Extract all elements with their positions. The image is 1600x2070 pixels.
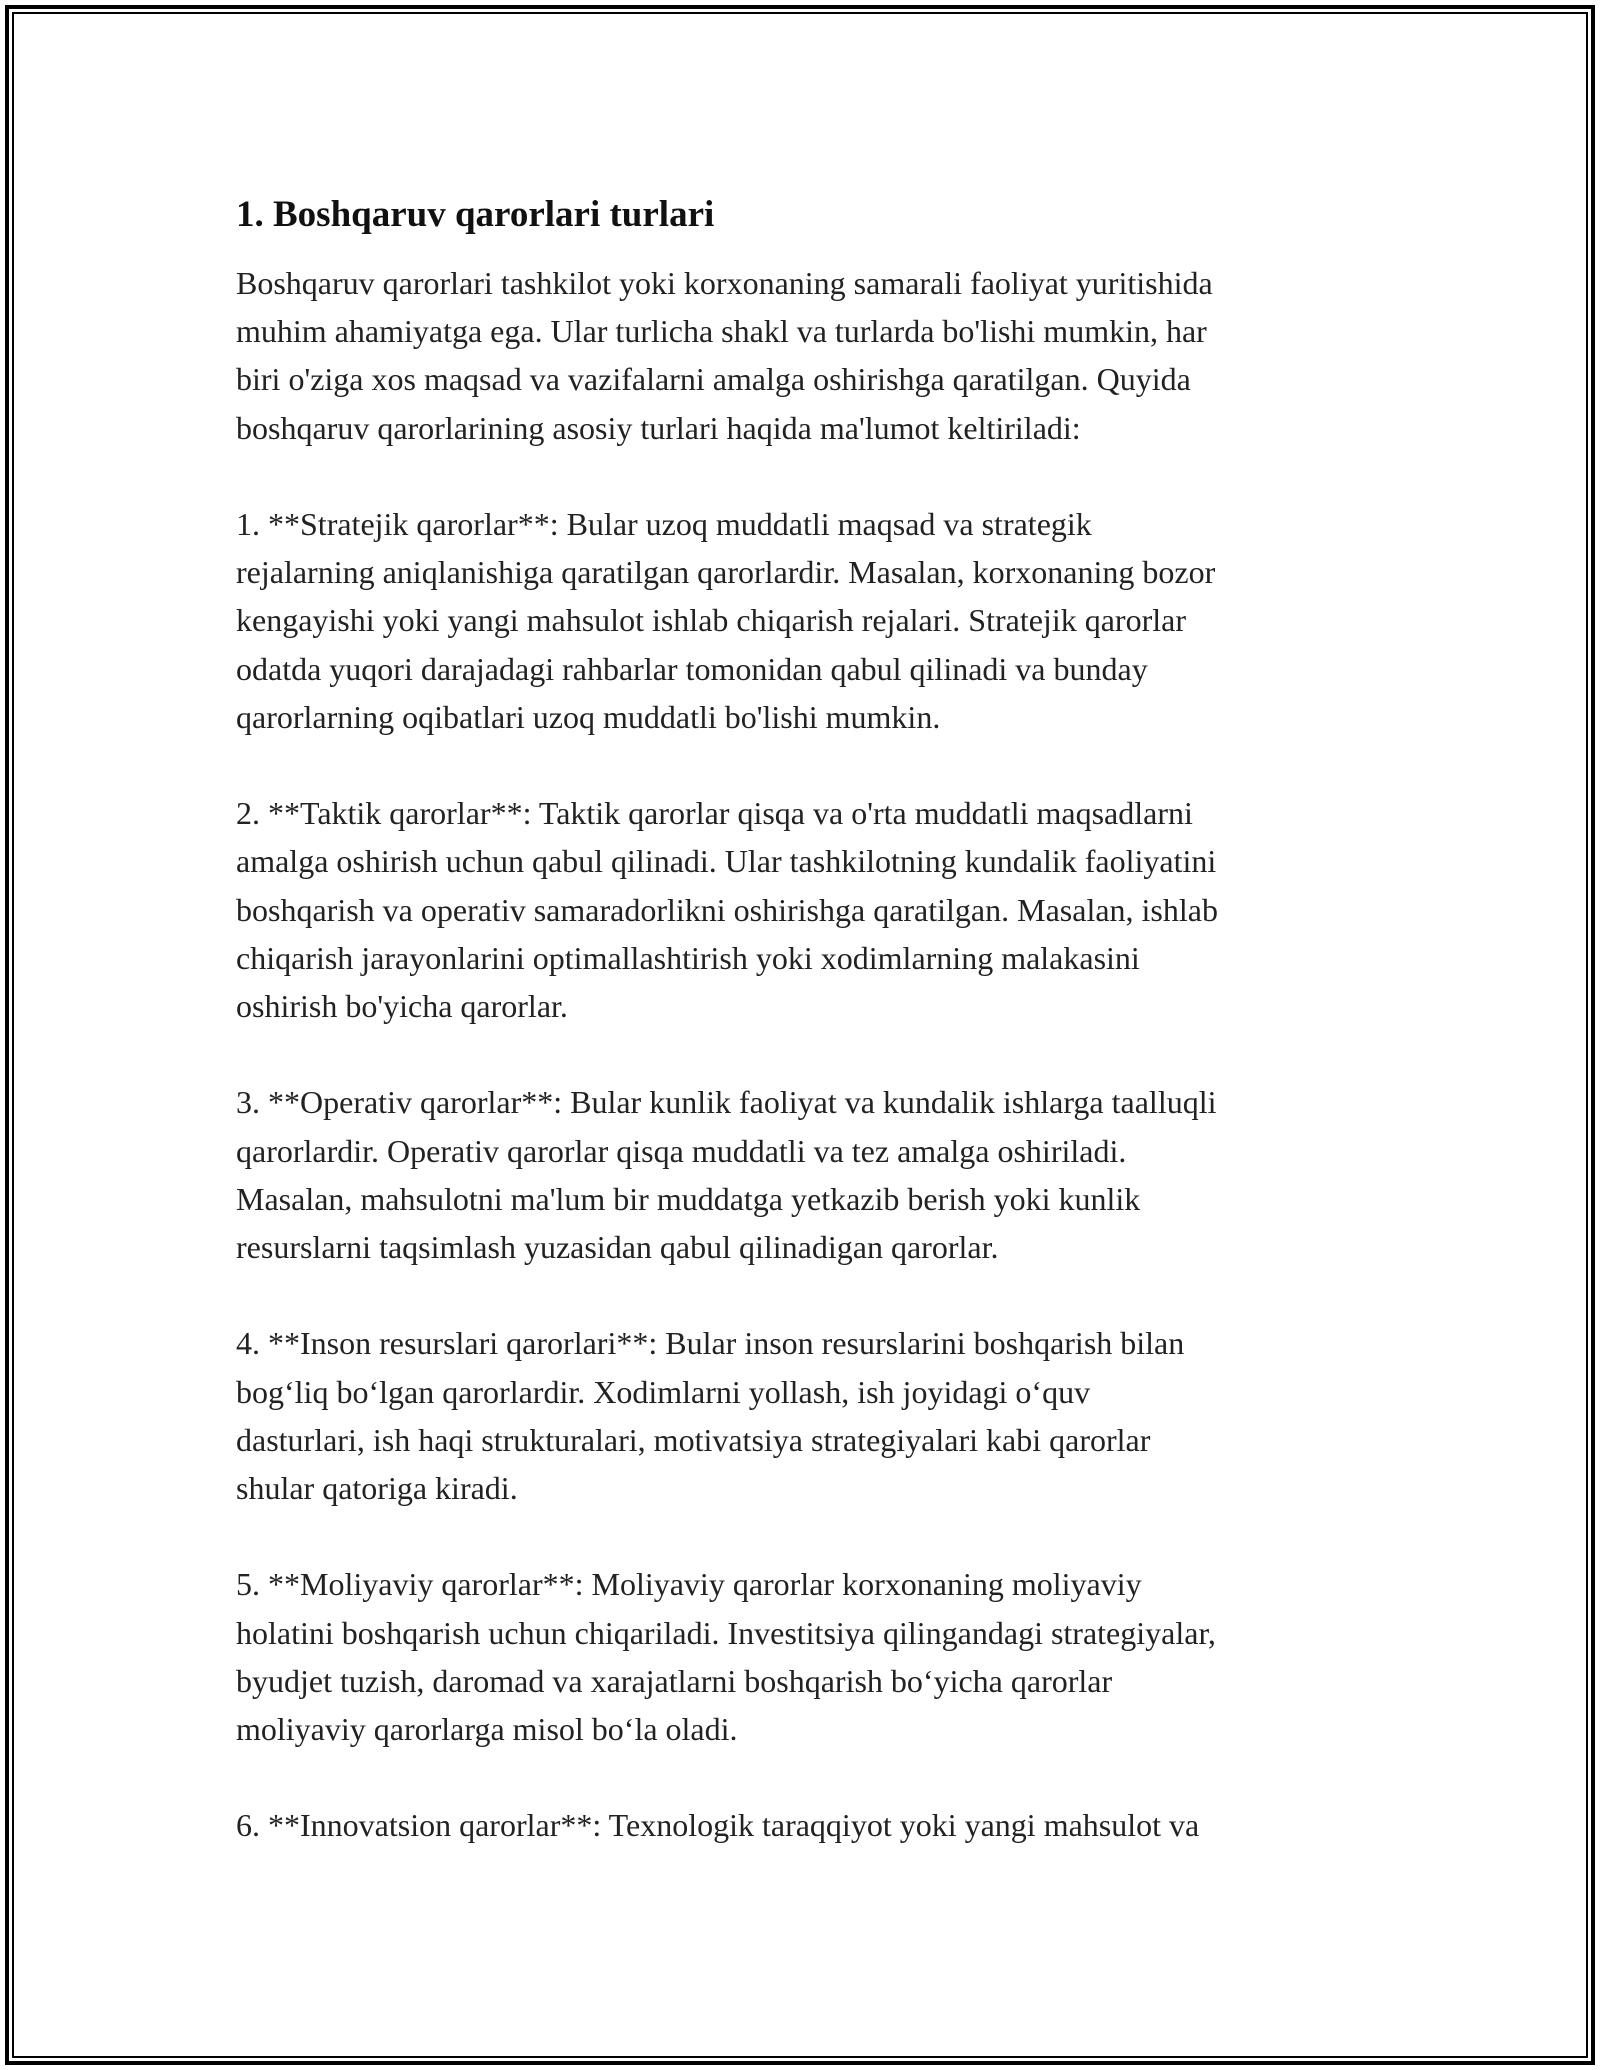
paragraph-financial-decisions: 5. **Moliyaviy qarorlar**: Moliyaviy qarorlar korxonaning moliyaviy holatini boshqarish uchun chiqariladi. Investitsiya qilingandagi strategiyalar, byudjet tuzish, daromad va xarajatlarni boshqarish bo‘yicha qarorlar moliyaviy qarorlarga misol bo‘la oladi. <box>236 1566 1216 1748</box>
intro-paragraph: Boshqaruv qarorlari tashkilot yoki korxonaning samarali faoliyat yuritishida muhim ahamiyatga ega. Ular turlicha shakl va turlarda bo'lishi mumkin, har biri o'ziga xos maqsad va vazifalarni amalga oshirishga qaratilgan. Quyida boshqaruv qarorlarining asosiy turlari haqida ma'lumot keltiriladi: <box>236 265 1213 446</box>
paragraph-human-resources-decisions: 4. **Inson resurslari qarorlari**: Bular inson resurslarini boshqarish bilan bog‘liq bo‘lgan qarorlardir. Xodimlarni yollash, ish joyidagi o‘quv dasturlari, ish haqi strukturalari, motivatsiya strategiyalari kabi qarorlar shular qatoriga kiradi. <box>236 1325 1185 1507</box>
paragraph-strategic-decisions: 1. **Stratejik qarorlar**: Bular uzoq muddatli maqsad va strategik rejalarning aniqlanishiga qaratilgan qarorlardir. Masalan, korxonaning bozor kengayishi yoki yangi mahsulot ishlab chiqarish rejalari. Stratejik qarorlar odatda yuqori darajadagi rahbarlar tomonidan qabul qilinadi va bunday qarorlarning oqibatlari uzoq muddatli bo'lishi mumkin. <box>236 506 1216 735</box>
document-body <box>236 185 1386 1898</box>
paragraph-tactical-decisions: 2. **Taktik qarorlar**: Taktik qarorlar qisqa va o'rta muddatli maqsadlarni amalga oshirish uchun qabul qilinadi. Ular tashkilotning kundalik faoliyatini boshqarish va operativ samaradorlikni oshirishga qaratilgan. Masalan, ishlab chiqarish jarayonlarini optimallashtirish yoki xodimlarning malakasini oshirish bo'yicha qarorlar. <box>236 795 1218 1025</box>
paragraph-innovation-decisions: 6. **Innovatsion qarorlar**: Texnologik taraqqiyot yoki yangi mahsulot va <box>236 1807 1200 1844</box>
paragraph-operative-decisions: 3. **Operativ qarorlar**: Bular kunlik faoliyat va kundalik ishlarga taalluqli qarorlardir. Operativ qarorlar qisqa muddatli va tez amalga oshiriladi. Masalan, mahsulotni ma'lum bir muddatga yetkazib berish yoki kunlik resurslarni taqsimlash yuzasidan qabul qilinadigan qarorlar. <box>236 1084 1217 1266</box>
section-heading: 1. Boshqaruv qarorlari turlari <box>236 194 715 235</box>
